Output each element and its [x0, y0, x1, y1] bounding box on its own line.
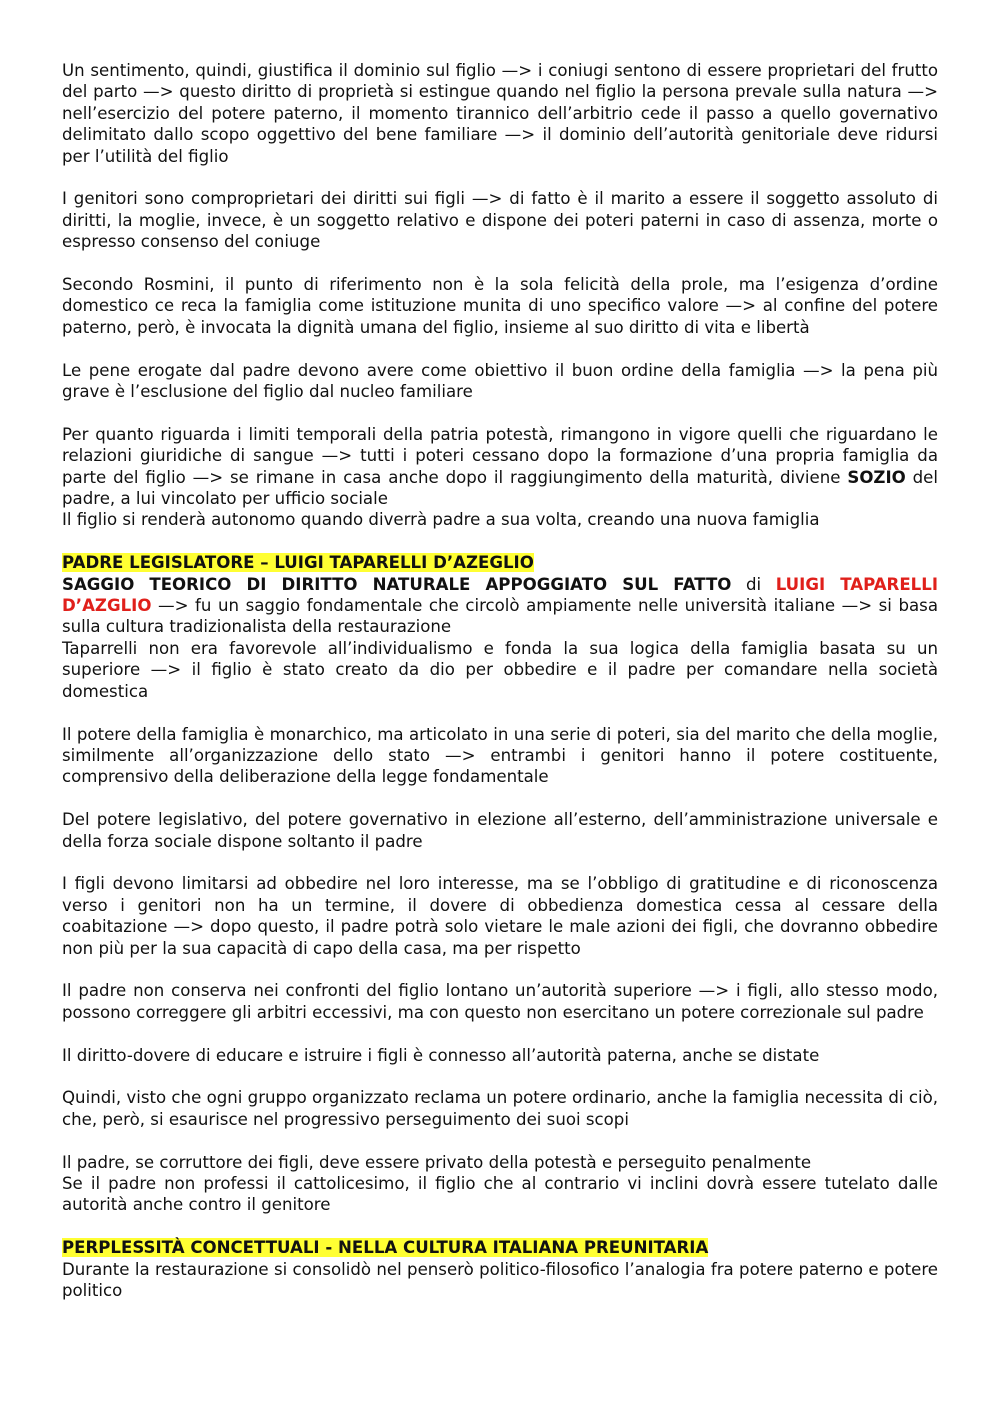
paragraph: Il figlio si renderà autonomo quando diverrà padre a sua volta, creando una nuova famiglia [62, 510, 820, 530]
highlighted-heading: PADRE LEGISLATORE – LUIGI TAPARELLI D’AZEGLIO [62, 553, 534, 573]
section-heading [62, 552, 938, 573]
paragraph: I genitori sono comproprietari dei diritti sui figli —> di fatto è il marito a essere il soggetto assoluto di diritti, la moglie, invece, è un soggetto relativo e dispone dei poteri paterni in caso di assenza, morte o espresso consenso del coniuge [62, 189, 938, 252]
paragraph [62, 574, 938, 638]
paragraph-text: Per quanto riguarda i limiti temporali della patria potestà, rimangono in vigore quelli che riguardano le relazioni giuridiche di sangue —> tutti i poteri cessano dopo la formazione d’una propria famiglia da parte del figlio —> se rimane in casa anche dopo il raggiungimento della maturità, diviene [62, 424, 938, 487]
paragraph: Il potere della famiglia è monarchico, ma articolato in una serie di poteri, sia del marito che della moglie, similmente all’organizzazione dello stato —> entrambi i genitori hanno il potere costituente, comprensivo della deliberazione della legge fondamentale [62, 724, 938, 787]
paragraph: Un sentimento, quindi, giustifica il dominio sul figlio —> i coniugi sentono di essere proprietari del frutto del parto —> questo diritto di proprietà si estingue quando nel figlio la persona prevale sulla natura —> nell’esercizio del potere paterno, il momento tirannico dell’arbitrio cede il passo a quello governativo delimitato dallo scopo oggettivo del bene familiare —> il dominio dell’autorità genitoriale deve ridursi per l’utilità del figlio [62, 61, 938, 166]
author-name: LUIGI TAPARELLI D’AZGLIO [62, 574, 938, 616]
paragraph: Taparrelli non era favorevole all’individualismo e fonda la sua logica della famiglia basata su un superiore —> il figlio è stato creato da dio per obbedire e il padre per comandare nella società domestica [62, 638, 938, 701]
paragraph: Se il padre non professi il cattolicesimo, il figlio che al contrario vi inclini dovrà essere tutelato dalle autorità anche contro il genitore [62, 1173, 938, 1215]
paragraph: Del potere legislativo, del potere governativo in elezione all’esterno, dell’amministrazione universale e della forza sociale dispone soltanto il padre [62, 810, 938, 851]
paragraph [62, 424, 938, 510]
book-title: SAGGIO TEORICO DI DIRITTO NATURALE APPOGGIATO SUL FATTO [62, 574, 732, 594]
paragraph: Secondo Rosmini, il punto di riferimento non è la sola felicità della prole, ma l’esigenza d’ordine domestico ce reca la famiglia come istituzione munita di uno specifico valore —> al confine del potere paterno, però, è invocata la dignità umana del figlio, insieme al suo diritto di vita e libertà [62, 275, 938, 337]
bold-term: SOZIO [847, 467, 906, 487]
paragraph: Quindi, visto che ogni gruppo organizzato reclama un potere ordinario, anche la famiglia necessita di ciò, che, però, si esaurisce nel progressivo perseguimento dei suoi scopi [62, 1088, 938, 1129]
paragraph: Durante la restaurazione si consolidò nel penserò politico-filosofico l’analogia fra potere paterno e potere politico [62, 1259, 938, 1300]
paragraph-text: del padre, a lui vincolato per ufficio sociale [62, 467, 938, 509]
paragraph: I figli devono limitarsi ad obbedire nel loro interesse, ma se l’obbligo di gratitudine e di riconoscenza verso i genitori non ha un termine, il dovere di obbedienza domestica cessa al cessare della coabitazione —> dopo questo, il padre potrà solo vietare le male azioni dei figli, che dovranno obbedire non più per la sua capacità di capo della casa, ma per rispetto [62, 874, 938, 958]
paragraph: Le pene erogate dal padre devono avere come obiettivo il buon ordine della famiglia —> la pena più grave è l’esclusione del figlio dal nucleo familiare [62, 360, 938, 402]
paragraph-text: di [731, 574, 776, 594]
highlighted-heading: PERPLESSITÀ CONCETTUALI - NELLA CULTURA ITALIANA PREUNITARIA [62, 1238, 709, 1258]
paragraph: Il padre non conserva nei confronti del figlio lontano un’autorità superiore —> i figli, allo stesso modo, possono correggere gli arbitri eccessivi, ma con questo non esercitano un potere correzionale sul padre [62, 981, 938, 1022]
paragraph: Il diritto-dovere di educare e istruire i figli è connesso all’autorità paterna, anche se distate [62, 1045, 820, 1065]
section-heading [62, 1237, 938, 1258]
paragraph: Il padre, se corruttore dei figli, deve essere privato della potestà e perseguito penalmente [62, 1152, 812, 1172]
paragraph-text: —> fu un saggio fondamentale che circolò ampiamente nelle università italiane —> si basa sulla cultura tradizionalista della restaurazione [62, 596, 938, 637]
